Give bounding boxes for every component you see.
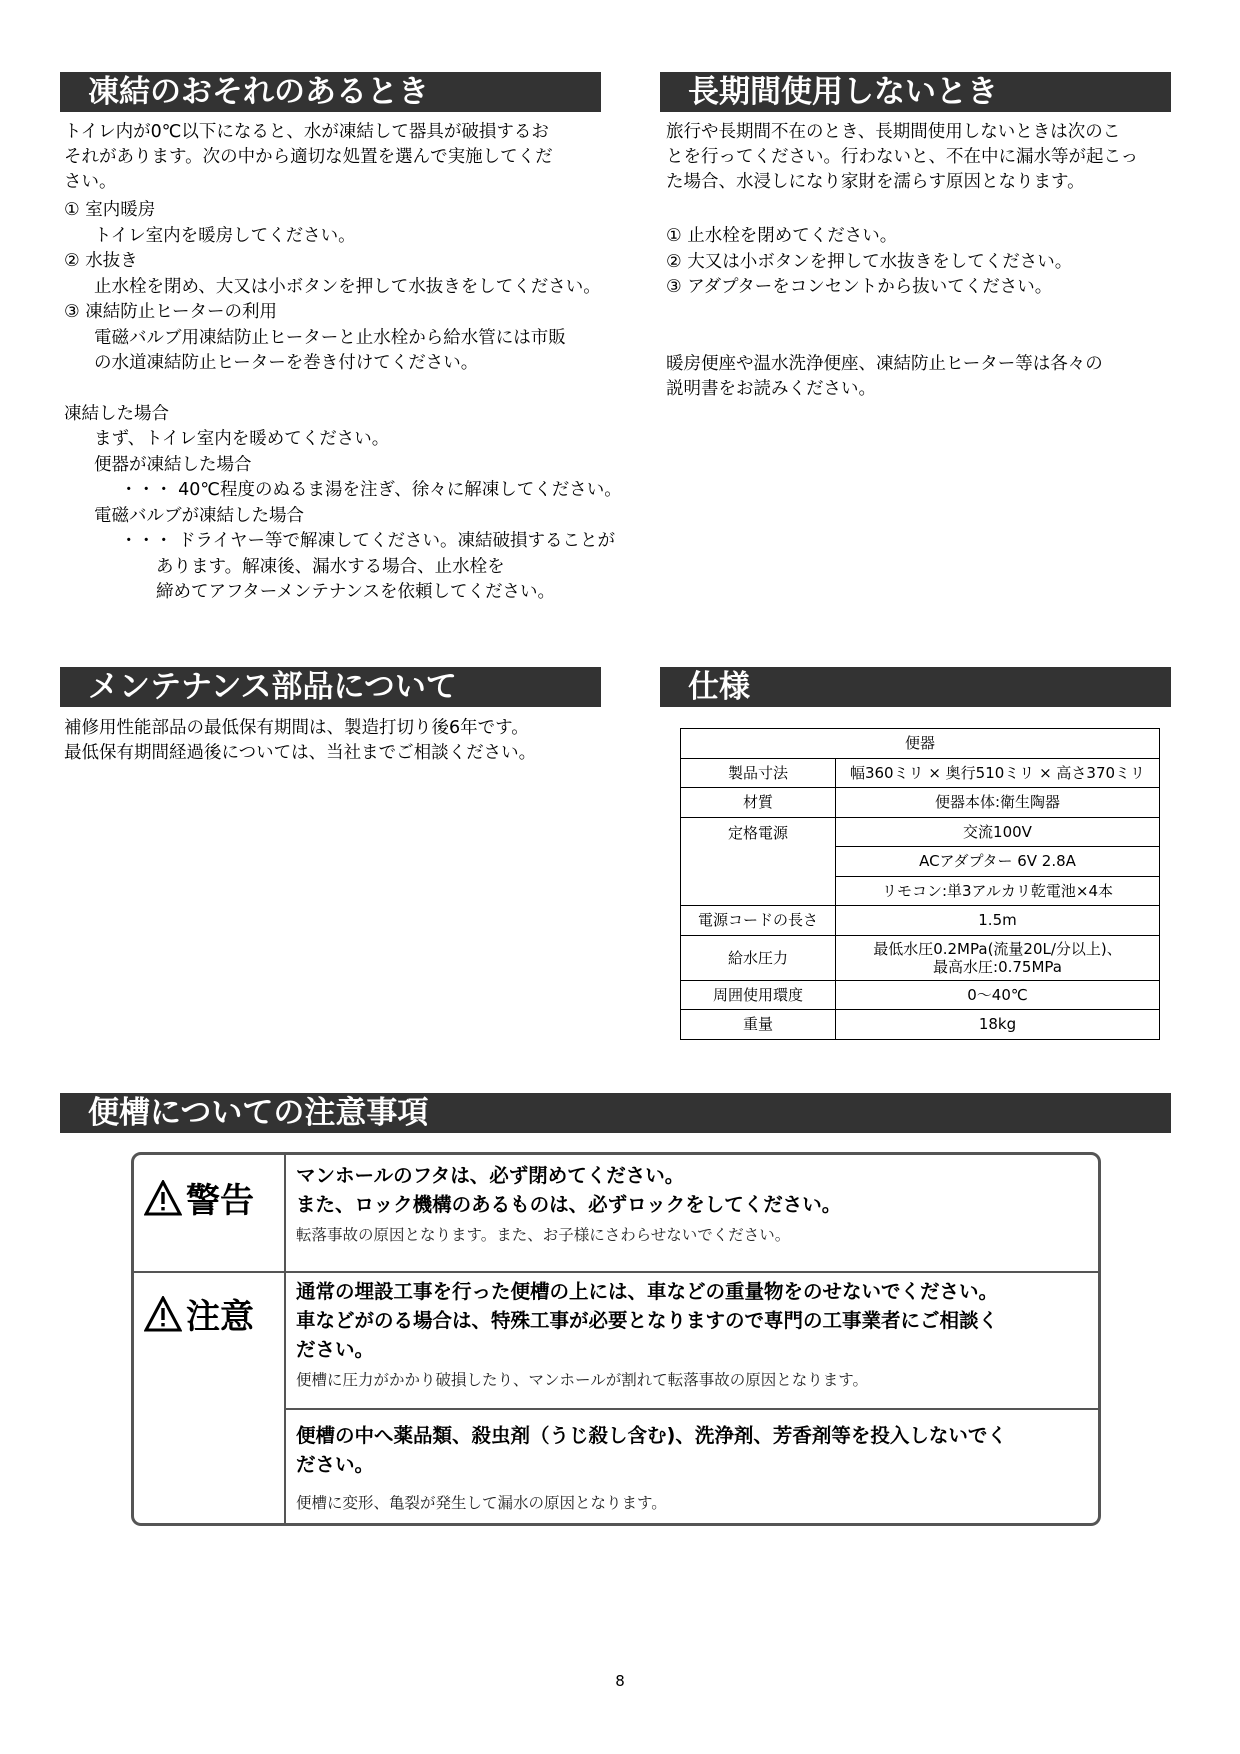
toilet-frozen-action: ・・・ 40℃程度のぬるま湯を注ぎ、徐々に解凍してください。 [120, 480, 622, 500]
caution-label-cell [134, 1271, 286, 1526]
septic-warning-box [131, 1152, 1101, 1526]
option-detail: の水道凍結防止ヒーターを巻き付けてください。 [94, 353, 479, 373]
longterm-step: ③ アダプターをコンセントから抜いてください。 [666, 277, 1053, 297]
spec-value-pressure-max: 最高水圧:0.75MPa [933, 957, 1062, 976]
septic-section-header: 便槽についての注意事項 [60, 1093, 1171, 1133]
option-detail: 電磁バルブ用凍結防止ヒーターと止水栓から給水管には市販 [94, 327, 566, 348]
longterm-note [666, 352, 1103, 402]
longterm-note-line: 説明書をお読みください。 [666, 379, 876, 399]
frozen-first-step: まず、トイレ室内を暖めてください。 [94, 429, 390, 449]
option-title: ③ 凍結防止ヒーターの利用 [64, 302, 278, 322]
longterm-note-line: 暖房便座や温水洗浄便座、凍結防止ヒーター等は各々の [666, 354, 1103, 374]
warning-row [134, 1155, 1098, 1273]
spec-value-pressure [836, 935, 1160, 980]
spec-label-cord: 電源コードの長さ [681, 906, 836, 936]
spec-label-pressure: 給水圧力 [681, 935, 836, 980]
maintenance-text [64, 716, 536, 766]
warning-line: また、ロック機構のあるものは、必ずロックをしてください。 [296, 1193, 842, 1216]
spec-label-size: 製品寸法 [681, 758, 836, 788]
caution-text-2 [296, 1421, 1086, 1515]
longterm-intro-line: た場合、水浸しになり家財を濡らす原因となります。 [666, 172, 1085, 192]
freeze-intro [64, 120, 553, 195]
caution-line: 通常の埋設工事を行った便槽の上には、車などの重量物をのせないでください。 [296, 1280, 999, 1303]
toilet-frozen-label: 便器が凍結した場合 [94, 454, 252, 475]
caution-line: 便槽の中へ薬品類、殺虫剤（うじ殺し含む)、洗浄剤、芳香剤等を投入しないでく [296, 1424, 1007, 1447]
maintenance-line: 補修用性能部品の最低保有期間は、製造打切り後6年です。 [64, 718, 529, 738]
freeze-options-list [64, 198, 622, 606]
spec-section-header: 仕様 [660, 667, 1171, 707]
freeze-intro-line: トイレ内が0℃以下になると、水が凍結して器具が破損するお [64, 122, 549, 142]
longterm-intro [666, 120, 1138, 195]
page-number: 8 [615, 1672, 625, 1690]
caution-label: 注意 [186, 1297, 254, 1337]
spec-label-weight: 重量 [681, 1010, 836, 1040]
longterm-intro-line: とを行ってください。行わないと、不在中に漏水等が起こっ [666, 147, 1139, 167]
longterm-step: ① 止水栓を閉めてください。 [666, 226, 898, 246]
spec-value-power-adapter: ACアダプター 6V 2.8A [836, 847, 1160, 877]
caution-line: ださい。 [296, 1338, 375, 1361]
spec-value-pressure-min: 最低水圧0.2MPa(流量20L/分以上)、 [873, 939, 1122, 958]
caution-triangle-icon [144, 1296, 182, 1332]
valve-frozen-action-cont: 締めてアフターメンテナンスを依頼してください。 [156, 582, 555, 602]
spec-value-power-remote: リモコン:単3アルカリ乾電池×4本 [836, 876, 1160, 906]
warning-label-cell [134, 1155, 286, 1271]
caution-divider [284, 1408, 1098, 1410]
longterm-intro-line: 旅行や長期間不在のとき、長期間使用しないときは次のこ [666, 122, 1121, 142]
caution-note: 便槽に圧力がかかり破損したり、マンホールが割れて転落事故の原因となります。 [296, 1371, 868, 1389]
spec-label-temp: 周囲使用環度 [681, 980, 836, 1010]
caution-line: ださい。 [296, 1453, 375, 1476]
spec-value-temp: 0～40℃ [836, 980, 1160, 1010]
spec-value-size: 幅360ミリ × 奥行510ミリ × 高さ370ミリ [836, 758, 1160, 788]
option-detail: 止水栓を閉め、大又は小ボタンを押して水抜きをしてください。 [94, 276, 601, 297]
longterm-section-header: 長期間使用しないとき [660, 72, 1171, 112]
spec-table-title: 便器 [681, 729, 1160, 759]
spec-value-weight: 18kg [836, 1010, 1160, 1040]
warning-label: 警告 [186, 1181, 254, 1221]
maintenance-line: 最低保有期間経過後については、当社までご相談ください。 [64, 743, 537, 763]
option-title: ② 水抜き [64, 251, 138, 271]
freeze-section-header: 凍結のおそれのあるとき [60, 72, 601, 112]
caution-line: 車などがのる場合は、特殊工事が必要となりますので専門の工事業者にご相談く [296, 1309, 999, 1332]
valve-frozen-action-cont: あります。解凍後、漏水する場合、止水栓を [156, 556, 505, 577]
freeze-intro-line: それがあります。次の中から適切な処置を選んで実施してくだ [64, 147, 553, 167]
caution-note: 便槽に変形、亀裂が発生して漏水の原因となります。 [296, 1494, 667, 1512]
warning-triangle-icon [144, 1180, 182, 1216]
maintenance-section-header: メンテナンス部品について [60, 667, 601, 707]
longterm-steps-list [666, 224, 1072, 301]
option-detail: トイレ室内を暖房してください。 [94, 225, 356, 246]
warning-note: 転落事故の原因となります。また、お子様にさわらせないでください。 [296, 1226, 791, 1244]
warning-text [296, 1161, 1086, 1247]
caution-text-1 [296, 1277, 1086, 1405]
spec-value-cord: 1.5m [836, 906, 1160, 936]
spec-label-material: 材質 [681, 788, 836, 818]
spec-table [680, 728, 1160, 1040]
valve-frozen-label: 電磁バルブが凍結した場合 [94, 505, 304, 526]
spec-value-material: 便器本体:衛生陶器 [836, 788, 1160, 818]
freeze-intro-line: さい。 [64, 172, 117, 192]
spec-label-power: 定格電源 [681, 817, 836, 906]
spec-value-power: 交流100V [836, 817, 1160, 847]
warning-line: マンホールのフタは、必ず閉めてください。 [296, 1164, 685, 1187]
option-title: ① 室内暖房 [64, 200, 156, 220]
longterm-step: ② 大又は小ボタンを押して水抜きをしてください。 [666, 251, 1073, 272]
valve-frozen-action: ・・・ ドライヤー等で解凍してください。凍結破損することが [120, 531, 616, 551]
caution-row [134, 1271, 1098, 1526]
frozen-title: 凍結した場合 [64, 403, 169, 424]
